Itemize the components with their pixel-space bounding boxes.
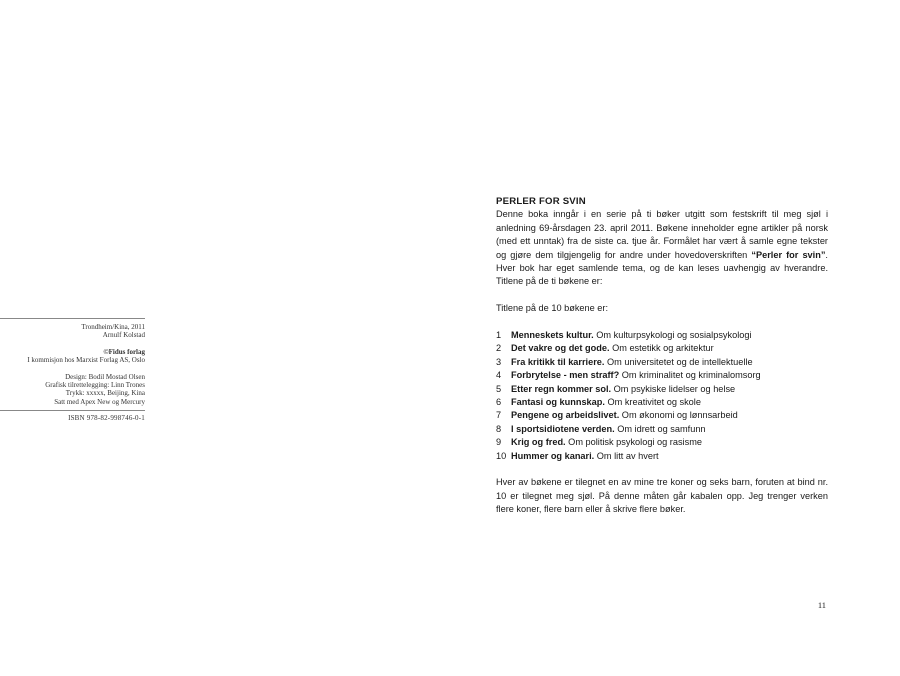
isbn: ISBN 978-82-998746-0-1 (68, 414, 145, 423)
main-text (496, 195, 828, 517)
intro-paragraph (496, 208, 828, 288)
list-item (496, 409, 828, 422)
list-item (496, 450, 828, 463)
book-title: Menneskets kultur. (511, 330, 594, 341)
book-title: Hummer og kanari. (511, 450, 595, 461)
book-description: Om økonomi og lønnsarbeid (619, 410, 738, 421)
book-title: I sportsidiotene verden. (511, 423, 615, 434)
book-number: 7 (496, 410, 502, 421)
book-number: 9 (496, 437, 502, 448)
book-description: Om kriminalitet og kriminalomsorg (619, 370, 761, 381)
spacer (496, 289, 828, 302)
list-item (496, 342, 828, 355)
book-number: 8 (496, 423, 502, 434)
book-description: Om estetikk og arkitektur (609, 343, 714, 354)
list-item (496, 423, 828, 436)
list-item (496, 356, 828, 369)
book-description: Om psykiske lidelser og helse (611, 383, 736, 394)
typeset-credit: Satt med Apex New og Mercury (54, 397, 145, 406)
book-number: 3 (496, 356, 502, 367)
spacer (496, 463, 828, 476)
design-credit: Design: Bodil Mostad Olsen (65, 372, 145, 381)
book-title: Fantasi og kunnskap. (511, 397, 605, 408)
book-number: 1 (496, 330, 502, 341)
list-item (496, 369, 828, 382)
book-description: Om idrett og samfunn (614, 423, 706, 434)
book-title: Forbrytelse - men straff? (511, 370, 620, 381)
place-year: Trondheim/Kina, 2011 (81, 323, 145, 331)
list-item (496, 383, 828, 396)
copyright-publisher: ©Fidus forlag (103, 347, 145, 356)
print-credit: Trykk: xxxxx, Beijing, Kina (65, 389, 145, 398)
list-item (496, 329, 828, 342)
colophon-publisher-block (0, 348, 145, 365)
colophon (0, 318, 145, 423)
colophon-place-block (0, 323, 145, 340)
colophon-credits-block (0, 373, 145, 407)
book-list (496, 329, 828, 463)
book-title: Det vakre og det gode. (511, 343, 610, 354)
list-item (496, 396, 828, 409)
page-heading: PERLER FOR SVIN (496, 196, 586, 207)
list-item (496, 436, 828, 449)
book-title: Krig og fred. (511, 437, 566, 448)
layout-credit: Grafisk tilrettelegging: Linn Trones (45, 381, 145, 390)
spacer (496, 316, 828, 329)
book-number: 2 (496, 343, 502, 354)
author-name: Arnulf Kolstad (102, 331, 145, 340)
book-number: 6 (496, 397, 502, 408)
intro-text-part1: Denne boka inngår i en serie på ti bøker utgitt som festskrift til meg sjøl i anledning 69-årsdagen 23. april 2011. Bøkene inneholder egne artikler på norsk (med ett unntak) fra de siste ca. tjue år. Formålet har vært å samle egne tekster og gjøre dem tilgjengelig for andre under hovedoverskriften (496, 209, 828, 260)
book-title: Fra kritikk til karriere. (511, 356, 605, 367)
series-title: “Perler for svin” (751, 249, 826, 260)
page-number: 11 (817, 600, 826, 610)
book-description: Om kulturpsykologi og sosialpsykologi (593, 330, 752, 341)
intro-text-part2: . Hver bok har eget samlende tema, og de kan leses uavhengig av hverandre. Titlene på de ti bøkene er: (496, 249, 828, 287)
colophon-top-rule (0, 318, 145, 319)
list-intro: Titlene på de 10 bøkene er: (496, 303, 609, 314)
book-number: 4 (496, 370, 502, 381)
book-description: Om universitetet og de intellektuelle (604, 356, 753, 367)
book-description: Om litt av hvert (594, 450, 659, 461)
book-number: 5 (496, 383, 502, 394)
colophon-bottom-rule (0, 410, 145, 411)
outro-paragraph: Hver av bøkene er tilegnet en av mine tre koner og seks barn, foruten at bind nr. 10 er tilegnet meg sjøl. På denne måten går kabalen opp. Jeg trenger verken flere koner, flere barn eller å skrive flere bøker. (496, 477, 828, 515)
book-description: Om politisk psykologi og rasisme (565, 437, 702, 448)
book-description: Om kreativitet og skole (604, 397, 701, 408)
commission-note: I kommisjon hos Marxist Forlag AS, Oslo (27, 356, 145, 365)
book-number: 10 (496, 450, 507, 461)
book-title: Pengene og arbeidslivet. (511, 410, 620, 421)
book-title: Etter regn kommer sol. (511, 383, 612, 394)
